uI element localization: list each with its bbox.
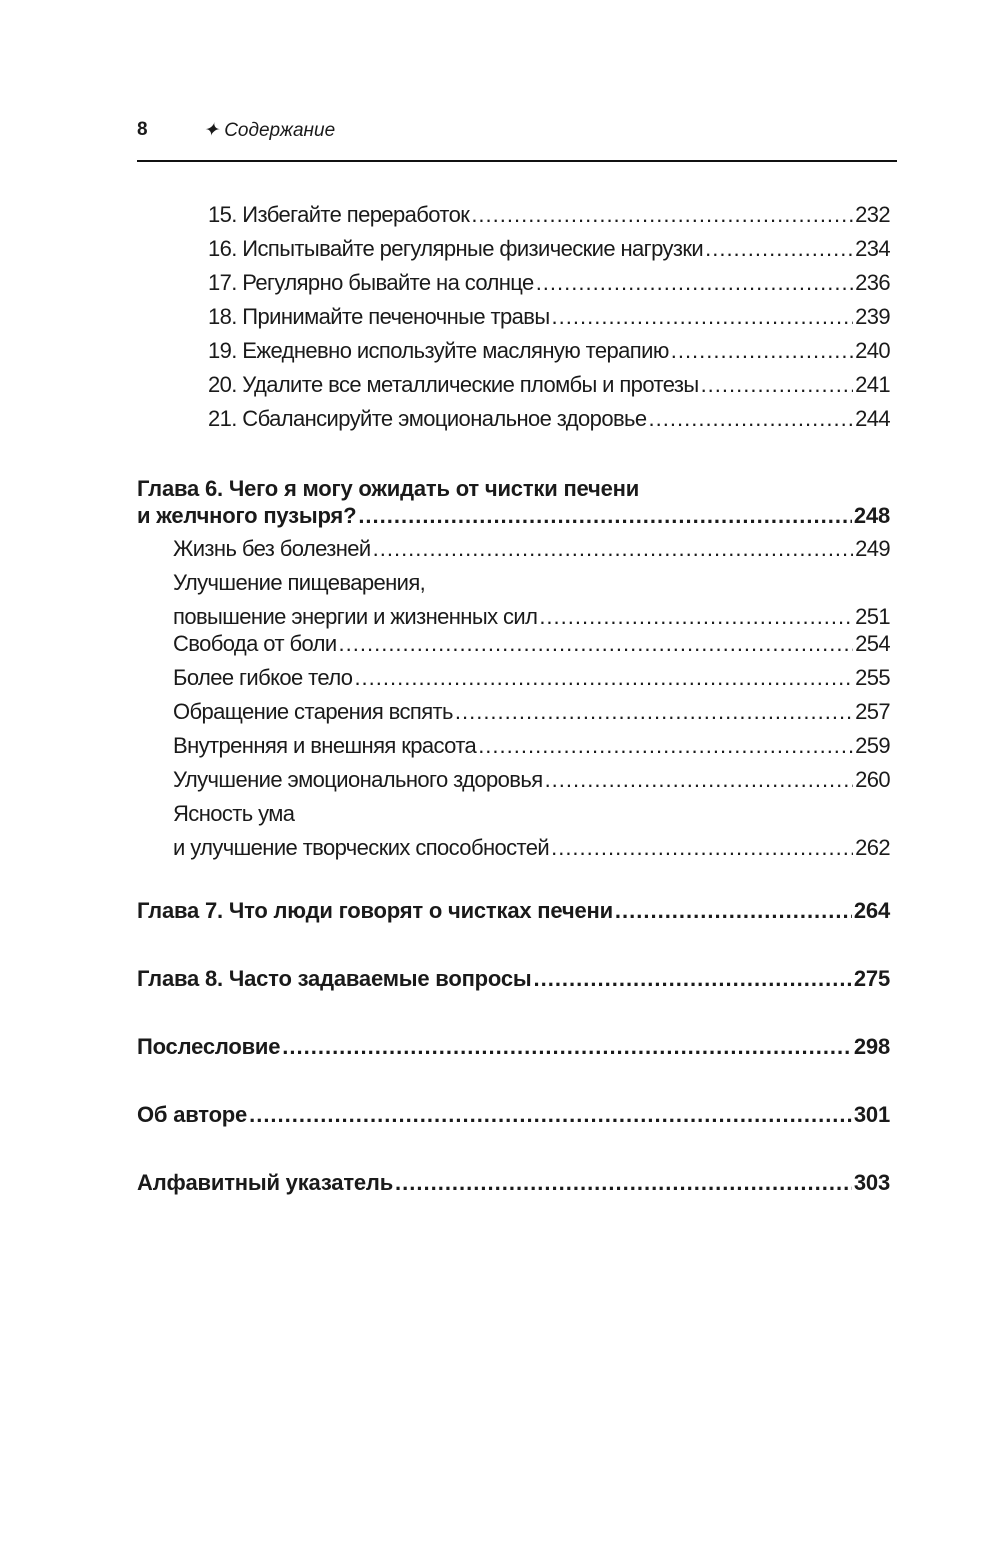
toc-entry[interactable] [173, 729, 890, 763]
toc-page-number: 249 [855, 536, 890, 561]
toc-page-number: 248 [853, 503, 890, 528]
toc-entry[interactable] [137, 1033, 890, 1060]
running-header [203, 119, 335, 142]
toc-entry[interactable] [208, 198, 890, 232]
toc-entry[interactable] [208, 334, 890, 368]
toc-entry-title: Алфавитный указатель [137, 1170, 394, 1195]
toc-page-number: 255 [855, 665, 890, 690]
toc-entry[interactable] [208, 266, 890, 300]
toc-entry[interactable] [137, 475, 890, 529]
toc-entry[interactable] [137, 1101, 890, 1128]
toc-entry-title: повышение энергии и жизненных сил [173, 604, 538, 629]
toc-page-number: 232 [855, 202, 890, 227]
toc-page-number: 257 [855, 699, 890, 724]
dot-leader [373, 532, 853, 566]
dot-leader [705, 232, 853, 266]
toc-entry[interactable] [137, 965, 890, 992]
toc-entry-title: Об авторе [137, 1102, 248, 1127]
dot-leader [551, 831, 853, 865]
toc-entry[interactable] [208, 402, 890, 436]
toc-page-number: 303 [853, 1170, 890, 1195]
dot-leader [358, 502, 852, 529]
toc-page-number: 244 [855, 406, 890, 431]
toc-entry-title: Улучшение пищеварения, [173, 570, 426, 595]
dot-leader [354, 661, 853, 695]
toc-entry[interactable] [208, 232, 890, 266]
dot-leader [545, 763, 854, 797]
dot-leader [282, 1033, 852, 1060]
toc-entry[interactable] [137, 1169, 890, 1196]
toc-entry[interactable] [173, 797, 890, 865]
toc-entry[interactable] [173, 695, 890, 729]
toc-page-number: 240 [855, 338, 890, 363]
toc-page-number: 241 [855, 372, 890, 397]
dot-leader [478, 729, 853, 763]
toc-entry-title: Внутренняя и внешняя красота [173, 733, 477, 758]
dot-leader [615, 897, 852, 924]
toc-page-number: 234 [855, 236, 890, 261]
dot-leader [533, 965, 851, 992]
toc-entry-title: 18. Принимайте печеночные травы [208, 304, 550, 329]
toc-page-number: 236 [855, 270, 890, 295]
toc-entry[interactable] [173, 661, 890, 695]
toc-entry-title: 21. Сбалансируйте эмоциональное здоровье [208, 406, 647, 431]
dot-leader [471, 198, 853, 232]
toc-page-number: 301 [853, 1102, 890, 1127]
dot-leader [339, 627, 854, 661]
toc-entry-title: Обращение старения вспять [173, 699, 453, 724]
toc-entry-title: 16. Испытывайте регулярные физические нагрузки [208, 236, 704, 261]
toc-page-number: 254 [855, 631, 890, 656]
running-header-title: Содержание [224, 120, 336, 141]
dot-leader [552, 300, 854, 334]
toc-entry[interactable] [208, 300, 890, 334]
toc-entry[interactable] [208, 368, 890, 402]
toc-entry-title: и улучшение творческих способностей [173, 835, 550, 860]
dot-leader [536, 266, 853, 300]
toc-entry-title: 17. Регулярно бывайте на солнце [208, 270, 534, 295]
toc-entry-title: Глава 7. Что люди говорят о чистках печени [137, 898, 613, 923]
toc-entry-title: Глава 8. Часто задаваемые вопросы [137, 966, 532, 991]
toc-page-number: 239 [855, 304, 890, 329]
header-rule [137, 160, 897, 162]
toc-page-number: 275 [853, 966, 890, 991]
toc-entry[interactable] [173, 627, 890, 661]
toc-entry[interactable] [137, 897, 890, 924]
toc-page-number: 251 [855, 604, 890, 629]
dot-leader [395, 1169, 852, 1196]
toc-page-number: 260 [855, 767, 890, 792]
dot-leader [249, 1101, 852, 1128]
toc-entry-title: Глава 6. Чего я могу ожидать от чистки печени [137, 476, 640, 501]
toc-entry-title: Более гибкое тело [173, 665, 353, 690]
dot-leader [455, 695, 853, 729]
toc-entry[interactable] [173, 763, 890, 797]
toc-entry-title: 19. Ежедневно используйте масляную терапию [208, 338, 669, 363]
toc-entry[interactable] [173, 532, 890, 566]
dot-leader [649, 402, 854, 436]
toc-page-number: 259 [855, 733, 890, 758]
toc-page-number: 262 [855, 835, 890, 860]
toc-entry-title: Улучшение эмоционального здоровья [173, 767, 543, 792]
toc-entry-title: и желчного пузыря? [137, 503, 357, 528]
dot-leader [701, 368, 854, 402]
toc-entry-title: Свобода от боли [173, 631, 337, 656]
toc-entry-title: 20. Удалите все металлические пломбы и протезы [208, 372, 699, 397]
toc-page-number: 298 [853, 1034, 890, 1059]
toc-entry[interactable] [173, 566, 890, 634]
toc-entry-title: Жизнь без болезней [173, 536, 371, 561]
toc-page-number: 264 [853, 898, 890, 923]
star-icon: ✦ [203, 120, 219, 141]
dot-leader [671, 334, 853, 368]
page-number: 8 [137, 119, 148, 140]
toc-entry-title: Ясность ума [173, 801, 295, 826]
toc-entry-title: 15. Избегайте переработок [208, 202, 470, 227]
toc-entry-title: Послесловие [137, 1034, 281, 1059]
